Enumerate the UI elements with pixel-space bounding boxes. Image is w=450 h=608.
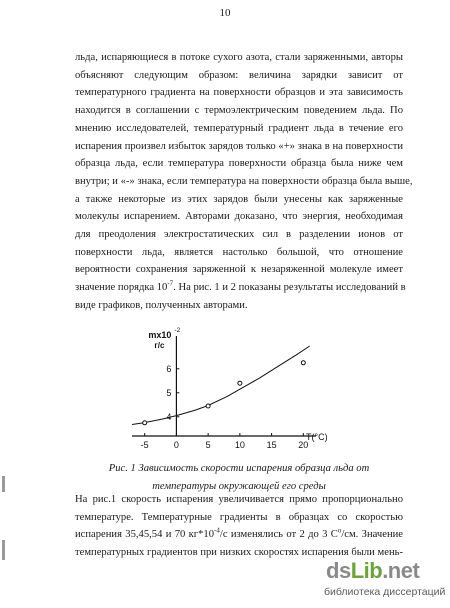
text-line: а также некоторые из этих зарядов были унесены как заряженные xyxy=(75,193,403,205)
x-tick-label: 20 xyxy=(298,440,309,450)
page-number: 10 xyxy=(219,7,231,19)
degree-symbol: о xyxy=(337,526,342,535)
x-tick-label: 10 xyxy=(234,440,245,450)
watermark-logo xyxy=(322,558,444,606)
y-axis-unit: г/с xyxy=(154,341,165,350)
data-point xyxy=(206,404,210,408)
paragraph-1 xyxy=(75,49,413,315)
data-point xyxy=(238,381,242,385)
x-tick-label: 0 xyxy=(173,440,179,450)
y-tick-label: 6 xyxy=(166,363,172,374)
text-line: поверхности льда, является настолько большой, что отношение xyxy=(75,246,403,258)
text-line: температурных градиентов при низких скоростях испарения были мень- xyxy=(75,546,403,558)
caption-line: Рис. 1 Зависимость скорости испарения образца льда от xyxy=(108,463,370,474)
text-line: образца льда, если температура поверхности образца была ниже чем xyxy=(75,158,403,170)
x-tick-label: 5 xyxy=(205,440,211,450)
x-tick-label: -5 xyxy=(140,440,149,450)
text-line: испарения 35,45,54 и 70 $кг*10^{-4}/с$ изменялись от 2 до 3 $С^о/см$. Значение xyxy=(75,526,403,540)
paragraph-2 xyxy=(75,491,403,561)
text-line: внутри; и «-» знака, если температура на поверхности образца была выше, xyxy=(75,175,413,187)
text-line: На рис.1 скорость испарения увеличивается прямо пропорционально xyxy=(75,494,403,505)
text-line: объясняют следующим образом: величина зарядки зависит от xyxy=(75,69,403,81)
text-line: виде графиков, полученных авторами. xyxy=(75,299,248,311)
x-axis-label: T(°C) xyxy=(306,432,328,442)
text-line: температуре. Температурные градиенты в образцах со скоростью xyxy=(75,511,403,523)
text-line: для преодоления электростатических сил в разделении ионов от xyxy=(75,229,403,241)
text-line: молекулы испарением. Авторами доказано, что энергия, необходимая xyxy=(75,211,403,223)
y-axis-label: mx10 xyxy=(148,330,172,340)
text-line: мнению исследователей, температурный градиент льда в течение его xyxy=(75,122,403,134)
text-line: льда, испаряющиеся в потоке сухого азота, стали заряженными, авторы xyxy=(75,52,403,63)
y-axis-label-exponent: -2 xyxy=(174,327,181,334)
exponent: -7 xyxy=(167,279,174,288)
line-chart xyxy=(120,318,330,458)
scan-edge-mark xyxy=(2,476,5,492)
text-line: вероятности сохранения заряженной к незаряженной молекуле имеет xyxy=(75,264,403,276)
data-point xyxy=(301,361,305,365)
y-tick-label: 4 xyxy=(166,411,172,422)
y-tick-label: 5 xyxy=(166,387,172,398)
exponent: -4 xyxy=(214,526,220,535)
text-line: значение порядка $10^{-7}$. На рис. 1 и 2 показаны результаты исследований в xyxy=(75,279,406,294)
figure-1-chart xyxy=(120,318,330,458)
caption-line: температуры окружающей его среды xyxy=(152,481,326,492)
figure-caption xyxy=(75,461,403,495)
text-line: находится в соглашении с термоэлектрическим поведением льда. По xyxy=(75,105,403,117)
watermark-brand: dsLib.net xyxy=(326,558,420,583)
text-line: температурного градиента на поверхности образцов и эта зависимость xyxy=(75,87,403,99)
x-tick-label: 15 xyxy=(266,440,277,450)
text-line: испарения произвел избыток зарядов только «+» знака в на поверхности xyxy=(75,140,403,152)
watermark-subtitle: библиотека диссертаций xyxy=(324,586,446,598)
series-line xyxy=(132,346,310,425)
scan-edge-mark xyxy=(2,540,5,560)
data-point xyxy=(143,421,147,425)
